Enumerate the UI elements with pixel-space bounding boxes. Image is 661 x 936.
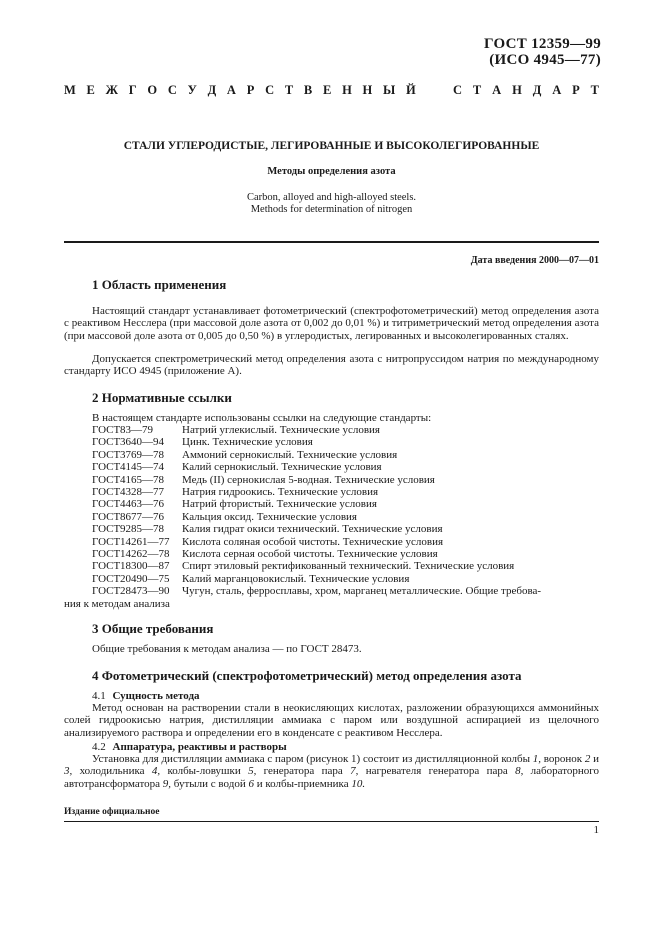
document-title: СТАЛИ УГЛЕРОДИСТЫЕ, ЛЕГИРОВАННЫЕ И ВЫСОКОЛЕГИРОВАННЫЕ	[123, 140, 540, 152]
reference-title: Натрий фтористый. Технические условия	[182, 498, 377, 511]
reference-number: 14261—77	[120, 535, 170, 548]
section-1-paragraph-2: Допускается спектрометрический метод определения азота с нитропруссидом натрия по международному стандарту ИСО 4945 (приложение А).	[64, 353, 599, 378]
banner-letter: Е	[86, 83, 95, 97]
english-title-line1: Carbon, alloyed and high-alloyed steels.	[246, 192, 417, 203]
reference-title: Натрий углекислый. Технические условия	[182, 424, 380, 436]
reference-row	[92, 486, 541, 498]
reference-number: 4145—74	[120, 461, 164, 474]
banner-letter: А	[552, 83, 562, 97]
item-ref-9: 9,	[162, 777, 172, 790]
reference-number: 14262—78	[120, 548, 170, 561]
reference-title: Чугун, сталь, ферросплавы, хром, марганец металлические. Общие требова-	[182, 585, 542, 598]
banner-word-standard	[453, 83, 599, 98]
item-ref-3: 3,	[64, 765, 73, 778]
subsection-4-2-number: 4.2	[92, 741, 106, 753]
reference-row	[92, 424, 541, 436]
banner-letter: С	[265, 83, 275, 97]
subsection-4-2-title: Аппаратура, реактивы и растворы	[112, 741, 287, 753]
reference-row	[92, 585, 541, 597]
page-number: 1	[593, 824, 599, 836]
subsection-4-1-heading	[64, 690, 599, 702]
banner-letter: М	[64, 83, 76, 97]
p42-text-e: колбы-ловушки	[160, 765, 249, 778]
footer-divider	[64, 821, 599, 822]
reference-title: Медь (II) сернокислая 5-водная. Технические условия	[182, 473, 435, 486]
reference-row	[92, 548, 541, 560]
reference-prefix: ГОСТ	[92, 548, 121, 561]
reference-row	[92, 449, 541, 461]
reference-number: 28473—90	[120, 585, 170, 598]
item-ref-2: 2	[584, 753, 591, 765]
section-1-heading: 1 Область применения	[92, 277, 227, 292]
subsection-4-1-number: 4.1	[92, 690, 106, 702]
iso-code: (ИСО 4945—77)	[489, 52, 601, 68]
banner-letter: Т	[284, 83, 294, 97]
section-2-intro: В настоящем стандарте использованы ссылки на следующие стандарты:	[92, 412, 432, 424]
banner-letter: У	[187, 83, 197, 97]
reference-prefix: ГОСТ	[92, 535, 121, 548]
banner-word-interstate	[64, 83, 416, 98]
banner-letter: Н	[342, 83, 352, 97]
reference-prefix: ГОСТ	[92, 436, 121, 449]
reference-title: Калия гидрат окиси технический. Технические условия	[182, 523, 443, 536]
reference-prefix: ГОСТ	[92, 424, 121, 436]
banner-letter: В	[303, 83, 313, 97]
subsection-4-2-heading	[64, 741, 599, 753]
item-ref-4: 4,	[151, 765, 161, 778]
reference-prefix: ГОСТ	[92, 510, 121, 523]
item-ref-5: 5,	[248, 765, 257, 778]
banner-letter: Й	[406, 83, 416, 97]
banner-letter: А	[226, 83, 236, 97]
reference-prefix: ГОСТ	[92, 523, 121, 536]
reference-row	[92, 474, 541, 486]
banner-letter: Р	[246, 83, 255, 97]
title-divider	[64, 241, 599, 243]
banner-letter: Г	[128, 83, 137, 97]
reference-number: 83—79	[120, 424, 153, 436]
reference-title: Цинк. Технические условия	[182, 436, 313, 449]
reference-number: 8677—76	[120, 510, 164, 523]
p42-text-g: нагревателя генератора пара	[358, 765, 516, 778]
p42-text-h: лабораторного автотрансформатора	[64, 765, 599, 790]
reference-prefix: ГОСТ	[92, 486, 121, 499]
banner-letter: Н	[512, 83, 522, 97]
item-ref-6: 6	[248, 777, 254, 790]
banner-letter: А	[492, 83, 502, 97]
reference-prefix: ГОСТ	[92, 498, 121, 511]
reference-title: Кислота серная особой чистоты. Технические условия	[182, 548, 438, 561]
reference-row	[92, 523, 541, 535]
reference-number: 4165—78	[120, 473, 164, 486]
reference-row	[92, 461, 541, 473]
reference-prefix: ГОСТ	[92, 585, 121, 598]
subsection-4-2-paragraph	[64, 753, 599, 790]
section-3-heading: 3 Общие требования	[92, 621, 214, 636]
reference-number: 18300—87	[120, 560, 170, 573]
p42-text-b: воронок	[540, 753, 585, 765]
section-1-paragraph-1: Настоящий стандарт устанавливает фотометрический (спектрофотометрический) метод определения азота с реактивом Несслера (при массовой доле азота от 0,002 до 0,01 %) и титриметрический метод определения азота (при массовой доле азота от 0,005 до 0,50 %) в углеродистых, легированных и высоколегированных сталях.	[64, 305, 599, 342]
references-last-continuation: ния к методам анализа	[64, 598, 170, 610]
reference-row	[92, 573, 541, 585]
subsection-4-1-paragraph: Метод основан на растворении стали в неокисляющих кислотах, разложении образующихся аммонийных солей гидроокисью натрия, дистилляции аммиака с паром или воздушной аспирацией из щелочного анализируемого раствора и определении его в конденсате с реактивом Несслера.	[64, 702, 599, 739]
reference-prefix: ГОСТ	[92, 560, 121, 573]
p42-text-d: холодильника	[72, 765, 152, 778]
banner-letter: Т	[590, 83, 599, 97]
reference-row	[92, 498, 541, 510]
official-edition-note: Издание официальное	[64, 807, 160, 817]
reference-prefix: ГОСТ	[92, 572, 121, 585]
banner-letter: Н	[362, 83, 373, 97]
reference-title: Калий сернокислый. Технические условия	[182, 461, 382, 474]
banner-letter: Е	[322, 83, 332, 97]
reference-row	[92, 536, 541, 548]
reference-row	[92, 436, 541, 448]
subsection-4-1-title: Сущность метода	[112, 690, 200, 702]
reference-row	[92, 560, 541, 572]
section-2-heading: 2 Нормативные ссылки	[92, 390, 232, 405]
reference-title: Кислота соляная особой чистоты. Технические условия	[182, 535, 444, 548]
standard-code	[484, 36, 601, 68]
standard-type-banner	[64, 83, 599, 98]
banner-letter: С	[453, 83, 463, 97]
reference-prefix: ГОСТ	[92, 473, 121, 486]
banner-letter: Ж	[105, 83, 118, 97]
banner-letter: С	[167, 83, 177, 97]
document-subtitle: Методы определения азота	[267, 166, 396, 177]
item-ref-8: 8,	[515, 765, 524, 778]
banner-letter: Ы	[383, 83, 396, 97]
p42-text-c: и	[590, 753, 599, 765]
reference-title: Спирт этиловый ректификованный технический. Технические условия	[182, 560, 515, 573]
english-title	[64, 192, 599, 216]
reference-number: 9285—78	[120, 523, 164, 536]
banner-letter: О	[147, 83, 158, 97]
banner-letter: Т	[472, 83, 482, 97]
english-title-line2: Methods for determination of nitrogen	[250, 204, 413, 215]
section-4-heading: 4 Фотометрический (спектрофотометрический) метод определения азота	[92, 668, 522, 683]
reference-number: 3769—78	[120, 448, 164, 461]
reference-title: Натрия гидроокись. Технические условия	[182, 486, 379, 499]
reference-prefix: ГОСТ	[92, 461, 121, 474]
reference-number: 3640—94	[120, 436, 164, 449]
reference-prefix: ГОСТ	[92, 448, 121, 461]
banner-letter: Д	[207, 83, 217, 97]
references-list	[92, 424, 541, 598]
reference-title: Кальция оксид. Технические условия	[182, 510, 357, 523]
p42-text-j: и колбы-приемника	[253, 777, 352, 790]
effective-date: Дата введения 2000—07—01	[470, 255, 599, 266]
p42-text-i: бутыли с водой	[171, 777, 249, 790]
banner-letter: Р	[572, 83, 580, 97]
reference-number: 20490—75	[120, 572, 170, 585]
p42-text-a: Установка для дистилляции аммиака с паром (рисунок 1) состоит из дистилляционной колбы	[92, 753, 533, 765]
p42-text-f: генератора пара	[256, 765, 351, 778]
banner-letter: Д	[532, 83, 542, 97]
item-ref-7: 7,	[350, 765, 359, 778]
reference-title: Аммоний сернокислый. Технические условия	[182, 448, 398, 461]
item-ref-10: 10.	[351, 777, 366, 790]
reference-title: Калий марганцовокислый. Технические условия	[182, 572, 410, 585]
gost-code: ГОСТ 12359—99	[483, 36, 601, 52]
section-3-paragraph: Общие требования к методам анализа — по ГОСТ 28473.	[92, 643, 362, 655]
reference-number: 4463—76	[120, 498, 164, 511]
item-ref-1: 1,	[532, 753, 541, 765]
reference-number: 4328—77	[120, 486, 164, 499]
reference-row	[92, 511, 541, 523]
